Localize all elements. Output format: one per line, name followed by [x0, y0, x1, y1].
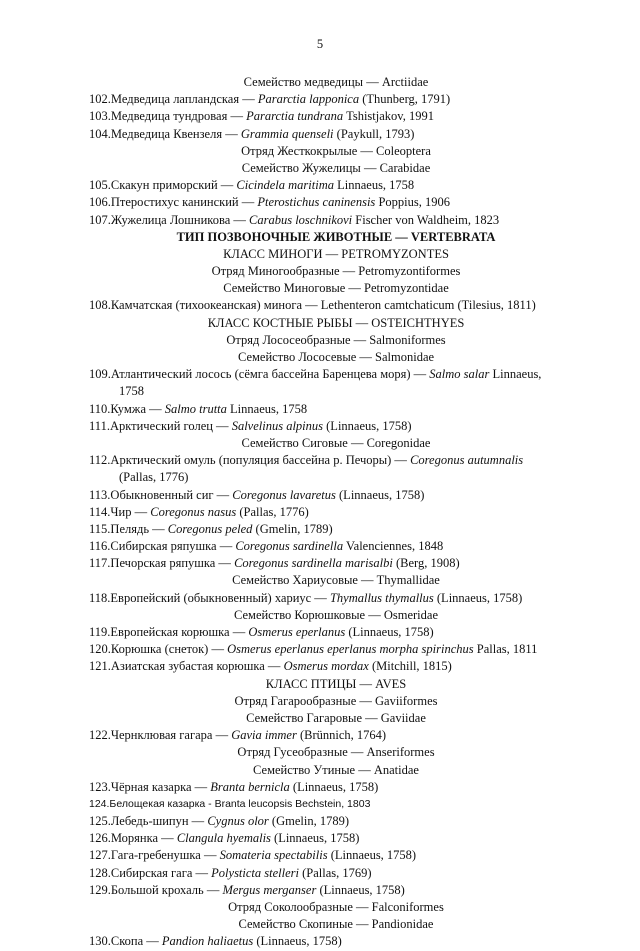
- list-item: [89, 366, 561, 383]
- line-text: 108.Камчатская (тихоокеанская) минога — Lethenteron camtchaticum (Tilesius, 1811): [89, 298, 536, 313]
- line-text: 114.Чир —: [89, 504, 151, 519]
- list-item: [89, 504, 561, 521]
- species-latin-name: Osmerus eperlanus: [248, 625, 346, 639]
- list-item: [89, 521, 561, 538]
- species-list: [89, 74, 561, 951]
- species-latin-name: Pterostichus caninensis: [257, 195, 376, 210]
- species-latin-name: Coregonus sardinella marisalbi: [234, 556, 393, 571]
- line-text: Семейство Лососевые — Salmonidae: [237, 350, 435, 364]
- line-text: Отряд Миногообразные — Petromyzontiformes: [211, 264, 461, 279]
- list-item: [89, 727, 561, 744]
- line-text: 112.Арктический омуль (популяция бассейна р. Печоры) —: [89, 453, 411, 468]
- line-text: Семейство Миноговые — Petromyzontidae: [223, 281, 449, 296]
- line-text: Семейство Утиные — Anatidae: [253, 762, 419, 777]
- taxon-heading: [89, 435, 561, 452]
- taxon-heading: [89, 332, 561, 349]
- list-item: [89, 865, 561, 882]
- list-item: [89, 212, 561, 229]
- list-item: [89, 401, 561, 418]
- line-text: 126.Морянка —: [89, 831, 177, 846]
- species-latin-name: Gavia immer: [231, 728, 297, 743]
- line-text: (Linnaeus, 1758): [253, 934, 342, 949]
- list-item: [89, 796, 561, 813]
- species-latin-name: Osmerus eperlanus eperlanus morpha spirinchus: [227, 642, 474, 657]
- line-text: Valenciennes, 1848: [343, 539, 444, 554]
- line-text: Tshistjakov, 1991: [343, 109, 434, 124]
- species-latin-name: Somateria spectabilis: [219, 848, 328, 863]
- species-latin-name: Osmerus mordax: [283, 659, 369, 674]
- line-text: (Pallas, 1776): [236, 504, 309, 519]
- line-text: 105.Скакун приморский —: [89, 178, 237, 193]
- line-text: (Berg, 1908): [392, 556, 460, 571]
- line-text: КЛАСС ПТИЦЫ — AVES: [265, 676, 407, 691]
- line-text: Отряд Жесткокрылые — Coleoptera: [241, 143, 431, 158]
- taxon-heading: [89, 744, 561, 761]
- taxon-heading: [89, 710, 561, 727]
- species-latin-name: Clangula hyemalis: [176, 831, 271, 846]
- list-item: [89, 779, 561, 796]
- taxon-heading: [89, 916, 561, 933]
- line-text: Poppius, 1906: [375, 195, 450, 210]
- taxon-heading: [89, 280, 561, 297]
- section-heading: [89, 229, 561, 246]
- line-text: 104.Медведица Квензеля —: [89, 126, 241, 141]
- list-item: [89, 538, 561, 555]
- list-item: [89, 297, 561, 314]
- line-text: КЛАСС КОСТНЫЕ РЫБЫ — OSTEICHTHYES: [207, 315, 465, 330]
- species-latin-name: Cicindela maritima: [236, 178, 334, 193]
- species-latin-name: Carabus loschnikovi: [249, 212, 353, 227]
- list-item: [89, 590, 561, 607]
- line-text: 119.Европейская корюшка —: [89, 625, 249, 639]
- taxon-heading: [89, 572, 561, 589]
- taxon-heading: [89, 263, 561, 280]
- line-text: 130.Скопа —: [89, 934, 162, 949]
- line-text: Отряд Лососеобразные — Salmoniformes: [226, 332, 446, 347]
- list-item: [89, 624, 561, 641]
- line-text: (Linnaeus, 1758): [316, 882, 405, 897]
- list-item: [89, 126, 561, 143]
- line-text: 124.Белощекая казарка - Branta leucopsis Bechstein, 1803: [89, 797, 371, 810]
- line-text: (Linnaeus, 1758): [270, 831, 360, 846]
- species-latin-name: Pararctia lapponica: [257, 92, 360, 107]
- taxon-heading: [89, 74, 561, 91]
- line-text: Linnaeus, 1758: [226, 401, 308, 416]
- taxon-heading: [89, 349, 561, 366]
- list-item: [89, 847, 561, 864]
- line-text: 111.Арктический голец —: [89, 418, 232, 433]
- taxon-heading: [89, 143, 561, 160]
- line-text: (Thunberg, 1791): [359, 92, 451, 107]
- line-text: 113.Обыкновенный сиг —: [89, 487, 233, 502]
- species-latin-name: Mergus merganser: [222, 882, 317, 897]
- line-text: 115.Пелядь —: [89, 521, 168, 536]
- line-text: 125.Лебедь-шипун —: [89, 814, 208, 829]
- line-text: 122.Чернклювая гагара —: [89, 728, 232, 743]
- species-latin-name: Coregonus autumnalis: [410, 453, 524, 468]
- list-item: [89, 487, 561, 504]
- line-text: 116.Сибирская ряпушка —: [89, 539, 236, 554]
- list-item: [89, 452, 561, 469]
- line-text: КЛАСС МИНОГИ — PETROMYZONTES: [223, 246, 449, 261]
- line-text: (Pallas, 1769): [299, 865, 372, 880]
- species-latin-name: Cygnus olor: [207, 814, 269, 829]
- line-text: 110.Кумжа —: [89, 401, 165, 416]
- line-text: Семейство Корюшковые — Osmeridae: [234, 607, 438, 622]
- line-text: 106.Птеростихус канинский —: [89, 195, 258, 210]
- line-text: (Gmelin, 1789): [268, 814, 349, 829]
- taxon-heading: [89, 762, 561, 779]
- species-latin-name: Pandion haliaetus: [161, 934, 254, 949]
- line-text: 102.Медведица лапландская —: [89, 92, 258, 107]
- line-text: ТИП ПОЗВОНОЧНЫЕ ЖИВОТНЫЕ — VERTEBRATA: [176, 229, 496, 244]
- line-text: 127.Гага-гребенушка —: [89, 848, 220, 863]
- line-text: 103.Медведица тундровая —: [89, 109, 247, 124]
- line-text: 1758: [119, 384, 144, 399]
- line-text: 128.Сибирская гага —: [89, 865, 212, 880]
- line-text: (Linnaeus, 1758): [289, 779, 379, 794]
- list-item: [89, 830, 561, 847]
- taxon-heading: [89, 899, 561, 916]
- taxon-heading: [89, 160, 561, 177]
- list-item: [89, 813, 561, 830]
- line-text: (Mitchill, 1815): [368, 659, 452, 674]
- species-latin-name: Coregonus nasus: [150, 504, 237, 519]
- list-item: [89, 177, 561, 194]
- list-item: [89, 658, 561, 675]
- list-item: [89, 641, 561, 658]
- line-text: (Paykull, 1793): [333, 126, 415, 141]
- line-text: Linnaeus, 1758: [333, 178, 415, 193]
- taxon-heading: [89, 607, 561, 624]
- line-text: Семейство Хариусовые — Thymallidae: [232, 573, 440, 588]
- line-text: 123.Чёрная казарка —: [89, 779, 211, 794]
- line-text: Fischer von Waldheim, 1823: [352, 212, 500, 227]
- line-text: Семейство Жужелицы — Carabidae: [241, 160, 431, 175]
- line-text: Отряд Гусеобразные — Anseriformes: [237, 745, 435, 760]
- list-item-continuation: [89, 469, 561, 486]
- line-text: 109.Атлантический лосось (сёмга бассейна Баренцева моря) —: [89, 367, 430, 382]
- line-text: 117.Печорская ряпушка —: [89, 556, 235, 571]
- taxon-heading: [89, 693, 561, 710]
- species-latin-name: Salvelinus alpinus: [231, 418, 324, 433]
- species-latin-name: Salmo trutta: [164, 401, 227, 416]
- species-latin-name: Polysticta stelleri: [211, 865, 299, 880]
- line-text: (Pallas, 1776): [119, 470, 189, 485]
- species-latin-name: Coregonus lavaretus: [232, 487, 336, 502]
- species-latin-name: Grammia quenseli: [240, 126, 334, 141]
- line-text: 121.Азиатская зубастая корюшка —: [89, 659, 284, 674]
- line-text: (Linnaeus, 1758): [433, 590, 523, 605]
- list-item-continuation: [89, 383, 561, 400]
- species-latin-name: Coregonus peled: [167, 521, 253, 536]
- species-latin-name: Salmo salar: [429, 367, 490, 382]
- line-text: Pallas, 1811: [473, 642, 538, 657]
- line-text: (Linnaeus, 1758): [345, 625, 434, 639]
- page-number: 5: [316, 37, 324, 51]
- taxon-heading: [89, 246, 561, 263]
- taxon-heading: [89, 676, 561, 693]
- species-latin-name: Branta bernicla: [210, 779, 290, 794]
- species-latin-name: Coregonus sardinella: [235, 539, 344, 554]
- list-item: [89, 108, 561, 125]
- taxon-heading: [89, 315, 561, 332]
- line-text: Отряд Соколообразные — Falconiformes: [228, 900, 444, 914]
- list-item: [89, 933, 561, 950]
- line-text: (Linnaeus, 1758): [335, 487, 425, 502]
- line-text: 120.Корюшка (снеток) —: [89, 642, 228, 657]
- line-text: (Linnaeus, 1758): [327, 848, 417, 863]
- species-latin-name: Pararctia tundrana: [246, 109, 344, 124]
- line-text: Семейство медведицы — Arctiidae: [243, 75, 429, 89]
- line-text: (Gmelin, 1789): [252, 521, 333, 536]
- list-item: [89, 91, 561, 108]
- line-text: 118.Европейский (обыкновенный) хариус —: [89, 590, 330, 605]
- list-item: [89, 555, 561, 572]
- line-text: Семейство Скопиные — Pandionidae: [238, 917, 434, 932]
- list-item: [89, 194, 561, 211]
- list-item: [89, 882, 561, 899]
- line-text: 129.Большой крохаль —: [89, 882, 223, 897]
- line-text: Linnaeus,: [489, 367, 542, 382]
- line-text: Семейство Гагаровые — Gaviidae: [246, 710, 426, 725]
- line-text: (Brünnich, 1764): [296, 728, 387, 743]
- list-item: [89, 418, 561, 435]
- line-text: 107.Жужелица Лошникова —: [89, 212, 250, 227]
- species-latin-name: Thymallus thymallus: [329, 590, 434, 605]
- line-text: Семейство Сиговые — Coregonidae: [241, 435, 431, 450]
- line-text: Отряд Гагарообразные — Gaviiformes: [234, 693, 438, 708]
- line-text: (Linnaeus, 1758): [323, 418, 412, 433]
